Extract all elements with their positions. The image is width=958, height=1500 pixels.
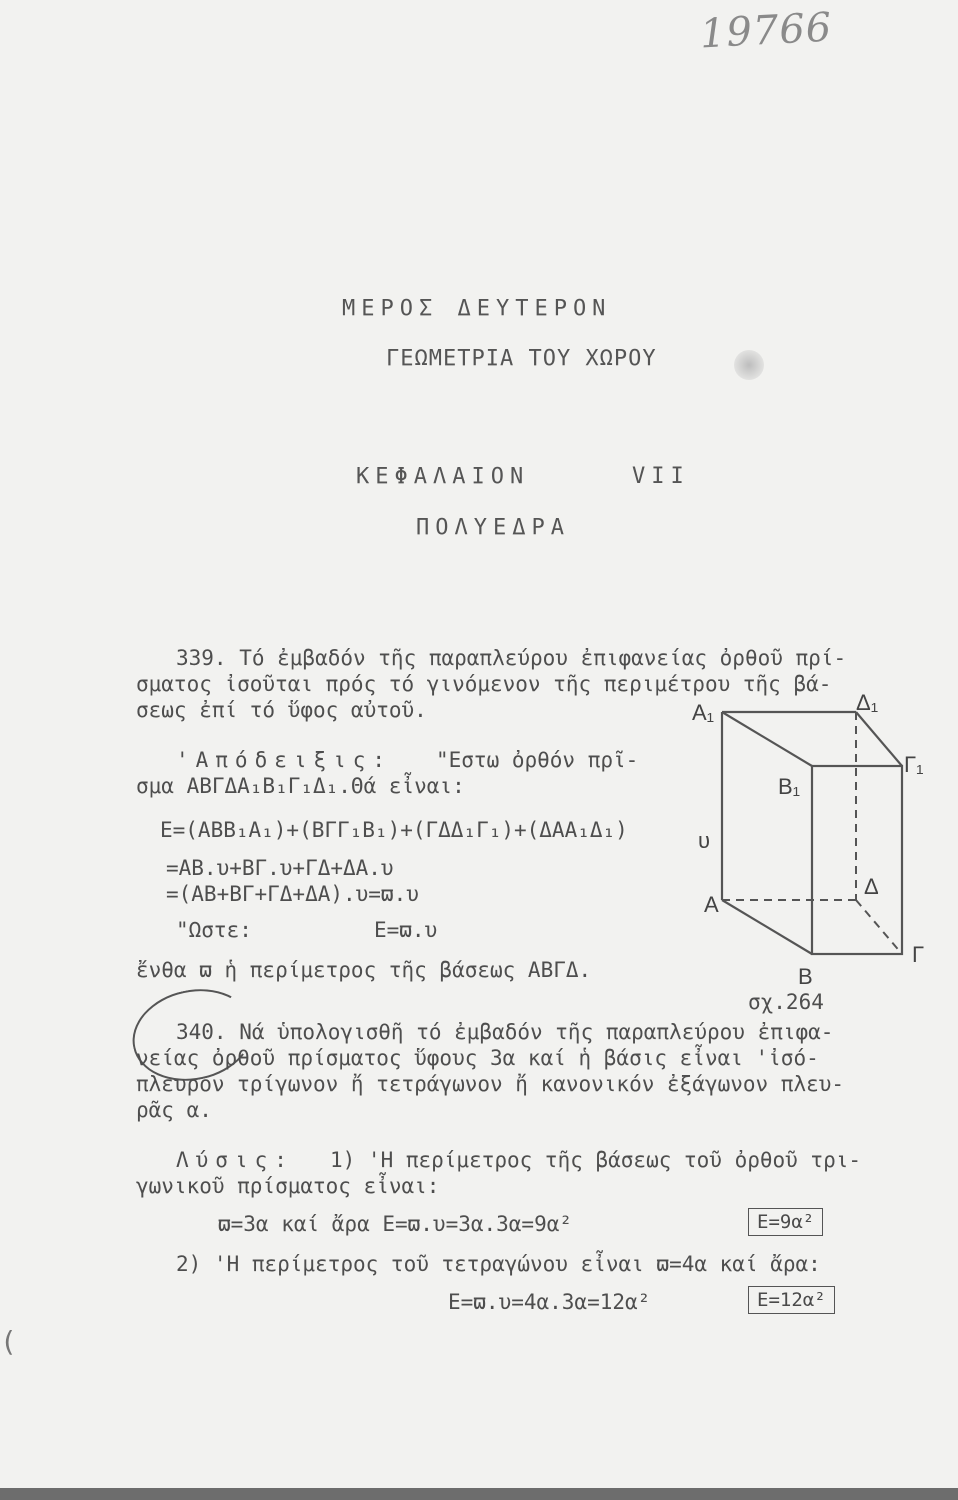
- label-A: Α: [704, 892, 719, 917]
- conclusion-formula: Ε=ϖ.υ: [374, 918, 438, 942]
- scan-bottom-edge: [0, 1488, 958, 1500]
- label-height-u: υ: [698, 828, 711, 853]
- figure-caption: σχ.264: [748, 990, 824, 1014]
- problem-340-line4: ρᾶς α.: [136, 1098, 212, 1122]
- label-B: Β: [798, 964, 813, 989]
- theorem-339-line1: 339. Τό ἐμβαδόν τῆς παραπλεύρου ἐπιφανείας ὀρθοῦ πρί-: [176, 646, 847, 670]
- chapter-number: VII: [632, 464, 690, 489]
- chapter-title: ΠΟΛΥΕΔΡΑ: [416, 515, 570, 540]
- solution-calc1: ϖ=3α καί ἄρα Ε=ϖ.υ=3α.3α=9α²: [218, 1212, 573, 1236]
- part-subtitle: ΓΕΩΜΕΤΡΙΑ ΤΟΥ ΧΩΡΟΥ: [386, 346, 657, 371]
- theorem-339-line2: σματος ἰσοῦται πρός τό γινόμενον τῆς περιμέτρου τῆς βά-: [136, 672, 832, 696]
- chapter-label: ΚΕΦΑΛΑΙΟΝ: [356, 464, 530, 489]
- problem-340-line2: νείας ὀρθοῦ πρίσματος ὕφους 3α καί ἡ βάσις εἶναι 'ἰσό-: [136, 1046, 819, 1070]
- perimeter-note: ἔνθα ϖ ἡ περίμετρος τῆς βάσεως ΑΒΓΔ.: [136, 958, 592, 982]
- label-G: Γ: [912, 942, 925, 967]
- label-D: Δ: [864, 874, 879, 899]
- answer-box-1: Ε=9α²: [748, 1208, 823, 1236]
- proof-label: 'Απόδειξις:: [176, 748, 393, 772]
- margin-mark: (: [0, 1325, 17, 1358]
- label-B1: Β₁: [778, 774, 801, 799]
- solution-case2: 2) 'Η περίμετρος τοῦ τετραγώνου εἶναι ϖ=4α καί ἄρα:: [176, 1252, 821, 1276]
- label-G1: Γ₁: [904, 752, 924, 777]
- proof-line1: "Εστω ὀρθόν πρῖ-: [436, 748, 639, 772]
- ink-smudge: [734, 350, 764, 380]
- solution-label: Λύσις:: [176, 1148, 294, 1172]
- theorem-339-line3: σεως ἐπί τό ὕφος αὐτοῦ.: [136, 698, 427, 722]
- part-title: ΜΕΡΟΣ ΔΕΥΤΕΡΟΝ: [342, 296, 612, 321]
- solution-case1: 1) 'Η περίμετρος τῆς βάσεως τοῦ ὀρθοῦ τρι-: [330, 1148, 862, 1172]
- label-D1: Δ₁: [856, 690, 879, 715]
- answer-box-2: Ε=12α²: [748, 1286, 835, 1314]
- proof-equation-2: =ΑΒ.υ+ΒΓ.υ+ΓΔ+ΔΑ.υ: [166, 856, 394, 880]
- solution-case1-cont: γωνικοῦ πρίσματος εἶναι:: [136, 1174, 440, 1198]
- proof-line2: σμα ΑΒΓΔΑ₁Β₁Γ₁Δ₁.Θά εἶναι:: [136, 774, 465, 798]
- archive-stamp: 19766: [698, 4, 834, 58]
- solution-calc2: Ε=ϖ.υ=4α.3α=12α²: [448, 1290, 651, 1314]
- problem-340-line1: 340. Νά ὑπολογισθῆ τό ἐμβαδόν τῆς παραπλεύρου ἐπιφα-: [176, 1020, 834, 1044]
- proof-equation-3: =(ΑΒ+ΒΓ+ΓΔ+ΔΑ).υ=ϖ.υ: [166, 882, 419, 906]
- conclusion-label: "Ωστε:: [176, 918, 252, 942]
- label-A1: Α₁: [692, 700, 715, 725]
- prism-figure: [690, 690, 940, 1000]
- proof-equation-1: Ε=(ΑΒΒ₁Α₁)+(ΒΓΓ₁Β₁)+(ΓΔΔ₁Γ₁)+(ΔΑΑ₁Δ₁): [160, 818, 628, 842]
- problem-340-line3: πλευρον τρίγωνον ἤ τετράγωνον ἤ κανονικόν ἐξάγωνον πλευ-: [136, 1072, 845, 1096]
